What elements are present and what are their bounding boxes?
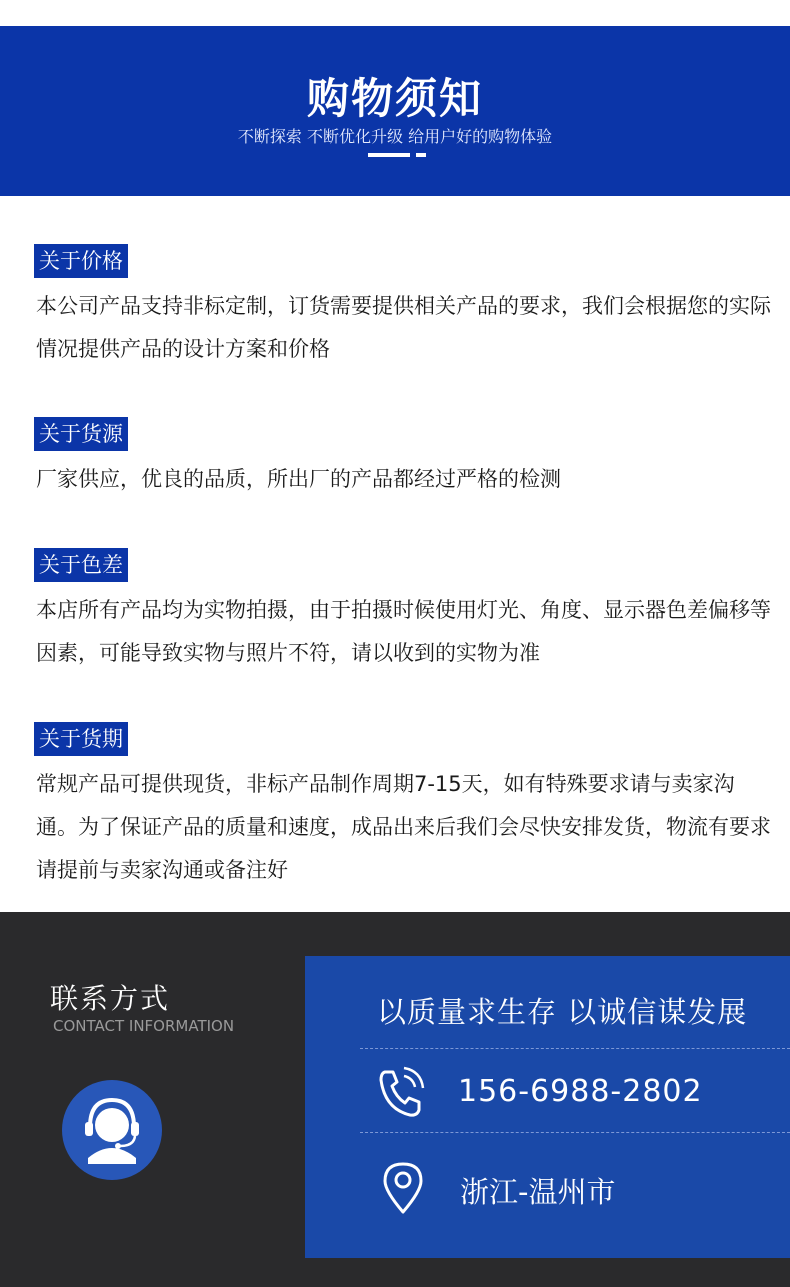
- contact-footer: [0, 912, 790, 1287]
- section-text: 厂家供应，优良的品质，所出厂的产品都经过严格的检测: [36, 467, 561, 491]
- section-label: 关于货期: [34, 722, 128, 756]
- title-underline: [368, 153, 410, 157]
- location-pin-icon: [381, 1161, 425, 1215]
- section-label: 关于色差: [34, 548, 128, 582]
- section-label: 关于货源: [34, 417, 128, 451]
- page-title: 购物须知: [306, 74, 483, 123]
- contact-panel: [305, 956, 790, 1258]
- title-underline-dot: [416, 153, 426, 157]
- section-label: 关于价格: [34, 244, 128, 278]
- contact-subtitle: CONTACT INFORMATION: [53, 1017, 235, 1035]
- divider: [360, 1132, 790, 1133]
- header-banner: [0, 26, 790, 196]
- phone-number[interactable]: 156-6988-2802: [458, 1074, 703, 1109]
- phone-icon: [377, 1066, 425, 1120]
- section-text: 本店所有产品均为实物拍摄，由于拍摄时候使用灯光、角度、显示器色差偏移等因素，可能导致实物与照片不符，请以收到的实物为准: [36, 598, 771, 665]
- page-subtitle: 不断探索 不断优化升级 给用户好的购物体验: [237, 127, 553, 146]
- contact-title: 联系方式: [50, 982, 171, 1015]
- address: 浙江-温州市: [460, 1175, 616, 1209]
- section-text: 本公司产品支持非标定制，订货需要提供相关产品的要求，我们会根据您的实际情况提供产品的设计方案和价格: [36, 294, 771, 361]
- slogan: 以质量求生存 以诚信谋发展: [377, 995, 748, 1029]
- customer-service-icon: [62, 1080, 162, 1180]
- section-text: 常规产品可提供现货，非标产品制作周期7-15天，如有特殊要求请与卖家沟通。为了保证产品的质量和速度，成品出来后我们会尽快安排发货，物流有要求请提前与卖家沟通或备注好: [36, 772, 771, 882]
- divider: [360, 1048, 790, 1049]
